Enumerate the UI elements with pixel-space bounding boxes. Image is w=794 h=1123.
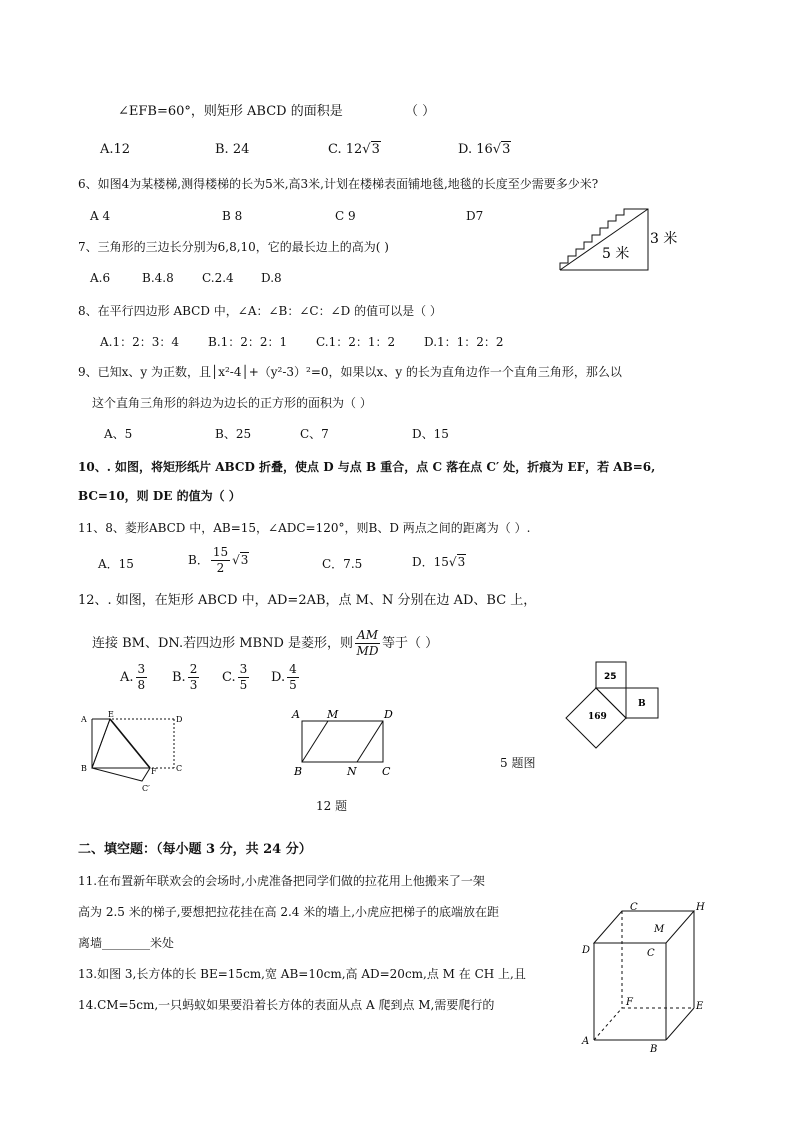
rect12-label-c: C (382, 765, 391, 778)
box-label-c-mid: C (647, 948, 655, 959)
fold-label-b: B (81, 764, 87, 773)
stairs-length-label: 5 米 (602, 246, 630, 262)
box-label-h: H (696, 902, 705, 913)
q5-option-d: D. 16√3 (458, 142, 511, 157)
q6-option-b: B 8 (222, 209, 243, 223)
fold-label-e: E (108, 710, 114, 719)
rect12-label-m: M (327, 708, 339, 721)
rect12-caption: 12 题 (316, 799, 348, 813)
q11-option-c: C．7.5 (322, 557, 363, 571)
q10-line2: BC=10，则 DE 的值为（ ） (78, 489, 241, 503)
q7-option-a: A.6 (90, 271, 111, 285)
q8-option-d: D.1：1：2：2 (424, 335, 504, 349)
q10-line1: 10、. 如图，将矩形纸片 ABCD 折叠，使点 D 与点 B 重合，点 C 落在点 C′ 处，折痕为 EF，若 AB=6, (78, 460, 656, 474)
q12-option-a: A. $\frac{3}{8}$ (120, 662, 146, 692)
q9-option-c: C、7 (300, 427, 329, 441)
q5-answer-paren: （ ） (405, 104, 436, 119)
box-label-m: M (654, 924, 665, 935)
q5-stem: ∠EFB=60°，则矩形 ABCD 的面积是 (118, 104, 343, 119)
q7-option-c: C.2.4 (202, 271, 234, 285)
q6-option-c: C 9 (335, 209, 356, 223)
q7-option-d: D.8 (261, 271, 282, 285)
square-label-25: 25 (604, 672, 617, 682)
q12-line2: 连接 BM、DN.若四边形 MBND 是菱形，则 $\frac{AM}{MD}$ 等于（ ） (92, 628, 439, 658)
box-label-d: D (582, 945, 591, 956)
q7-stem: 7、三角形的三边长分别为6,8,10，它的最长边上的高为( ) (78, 240, 389, 254)
q9-line1: 9、已知x、y 为正数，且│x²-4│+（y²-3）²=0，如果以x、y 的长为直角边作一个直角三角形，那么以 (78, 365, 622, 379)
fold-label-f: F (151, 767, 157, 776)
fill11-line2: 高为 2.5 米的梯子,要想把拉花挂在高 2.4 米的墙上,小虎应把梯子的底端放在距 (78, 905, 500, 919)
fold-label-c-prime: C′ (142, 784, 150, 793)
stairs-height-label: 3 米 (650, 231, 678, 247)
q5-option-c: C. 12√3 (328, 142, 380, 157)
stairs-figure (555, 205, 685, 275)
q9-option-b: B、25 (215, 427, 252, 441)
fill13-line1: 13.如图 3,长方体的长 BE=15cm,宽 AB=10cm,高 AD=20cm,点 M 在 CH 上,且 (78, 967, 526, 981)
q12-option-c: C. $\frac{3}{5}$ (222, 662, 248, 692)
squares-figure (560, 655, 680, 755)
box-label-e: E (696, 1001, 704, 1012)
q8-option-a: A.1：2：3：4 (100, 335, 180, 349)
q12-line1: 12、. 如图，在矩形 ABCD 中，AD=2AB，点 M、N 分别在边 AD、BC 上， (78, 593, 537, 608)
rect12-label-b: B (294, 765, 303, 778)
q9-option-d: D、15 (412, 427, 449, 441)
square-label-b: B (638, 699, 646, 709)
q6-stem: 6、如图4为某楼梯,测得楼梯的长为5米,高3米,计划在楼梯表面铺地毯,地毯的长度至少需要多少米? (78, 177, 599, 191)
box-label-a: A (582, 1036, 590, 1047)
q8-stem: 8、在平行四边形 ABCD 中，∠A：∠B：∠C：∠D 的值可以是（ ） (78, 304, 442, 318)
rect12-label-n: N (347, 765, 357, 778)
box-label-b: B (650, 1044, 658, 1055)
q11-option-d: D．15√3 (412, 555, 466, 569)
squares-caption: 5 题图 (500, 756, 536, 770)
fold-figure (76, 708, 196, 798)
q11-stem: 11、8、菱形ABCD 中，AB=15，∠ADC=120°，则B、D 两点之间的距离为（ ）. (78, 521, 531, 535)
q11-option-a: A．15 (98, 557, 134, 571)
section2-title: 二、填空题：（每小题 3 分，共 24 分） (78, 842, 312, 857)
cuboid-figure (575, 895, 715, 1060)
fill13-line2: 14.CM=5cm,一只蚂蚁如果要沿着长方体的表面从点 A 爬到点 M,需要爬行的 (78, 998, 495, 1012)
q12-option-d: D. $\frac{4}{5}$ (271, 662, 297, 692)
rect12-label-d: D (384, 708, 393, 721)
square-label-169: 169 (588, 712, 607, 722)
q7-option-b: B.4.8 (142, 271, 174, 285)
fill11-line3: 离墙________米处 (78, 936, 175, 950)
fold-label-d: D (176, 715, 183, 724)
q8-option-c: C.1：2：1：2 (316, 335, 396, 349)
q9-option-a: A、5 (104, 427, 133, 441)
box-label-f: F (626, 997, 633, 1008)
q6-option-d: D7 (466, 209, 484, 223)
box-label-c-top: C (630, 902, 638, 913)
q6-option-a: A 4 (90, 209, 111, 223)
q5-option-a: A.12 (100, 142, 131, 157)
q11-option-b: B． $\frac{15}{2}$ √3 (188, 545, 249, 575)
q12-option-b: B. $\frac{2}{3}$ (172, 662, 198, 692)
fold-label-a: A (81, 715, 87, 724)
fill11-line1: 11.在布置新年联欢会的会场时,小虎准备把同学们做的拉花用上他搬来了一架 (78, 874, 485, 888)
q9-line2: 这个直角三角形的斜边为边长的正方形的面积为（ ） (92, 396, 372, 410)
rect-figure-12 (288, 704, 403, 780)
rect12-label-a: A (292, 708, 300, 721)
q5-option-b: B. 24 (215, 142, 250, 157)
fold-label-c: C (176, 764, 183, 773)
q8-option-b: B.1：2：2：1 (208, 335, 288, 349)
